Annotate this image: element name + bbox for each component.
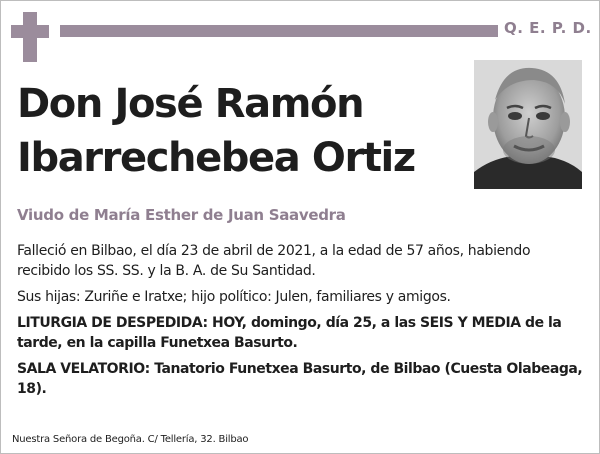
death-details: Falleció en Bilbao, el día 23 de abril de 2021, a la edad de 57 años, habiendo recibido los SS. SS. y la B. A. de Su Santidad. bbox=[17, 243, 531, 279]
wake-notice: SALA VELATORIO: Tanatorio Funetxea Basurto, de Bilbao (Cuesta Olabeaga, 18). bbox=[17, 361, 583, 397]
deceased-name-line-1: Don José Ramón bbox=[17, 81, 364, 127]
cross-icon bbox=[11, 12, 49, 62]
funeral-home-address: Nuestra Señora de Begoña. C/ Tellería, 32. Bilbao bbox=[12, 434, 249, 445]
widow-of-line: Viudo de María Esther de Juan Saavedra bbox=[17, 206, 346, 224]
qepd-label: Q. E. P. D. bbox=[504, 19, 592, 37]
deceased-name bbox=[17, 77, 415, 185]
obituary-body bbox=[17, 241, 583, 405]
deceased-portrait bbox=[474, 60, 582, 189]
deceased-name-line-2: Ibarrechebea Ortiz bbox=[17, 135, 415, 181]
header-divider-bar bbox=[60, 25, 498, 37]
liturgy-notice: LITURGIA DE DESPEDIDA: HOY, domingo, día 25, a las SEIS Y MEDIA de la tarde, en la capilla Funetxea Basurto. bbox=[17, 315, 562, 351]
family-members: Sus hijas: Zuriñe e Iratxe; hijo político: Julen, familiares y amigos. bbox=[17, 289, 451, 305]
